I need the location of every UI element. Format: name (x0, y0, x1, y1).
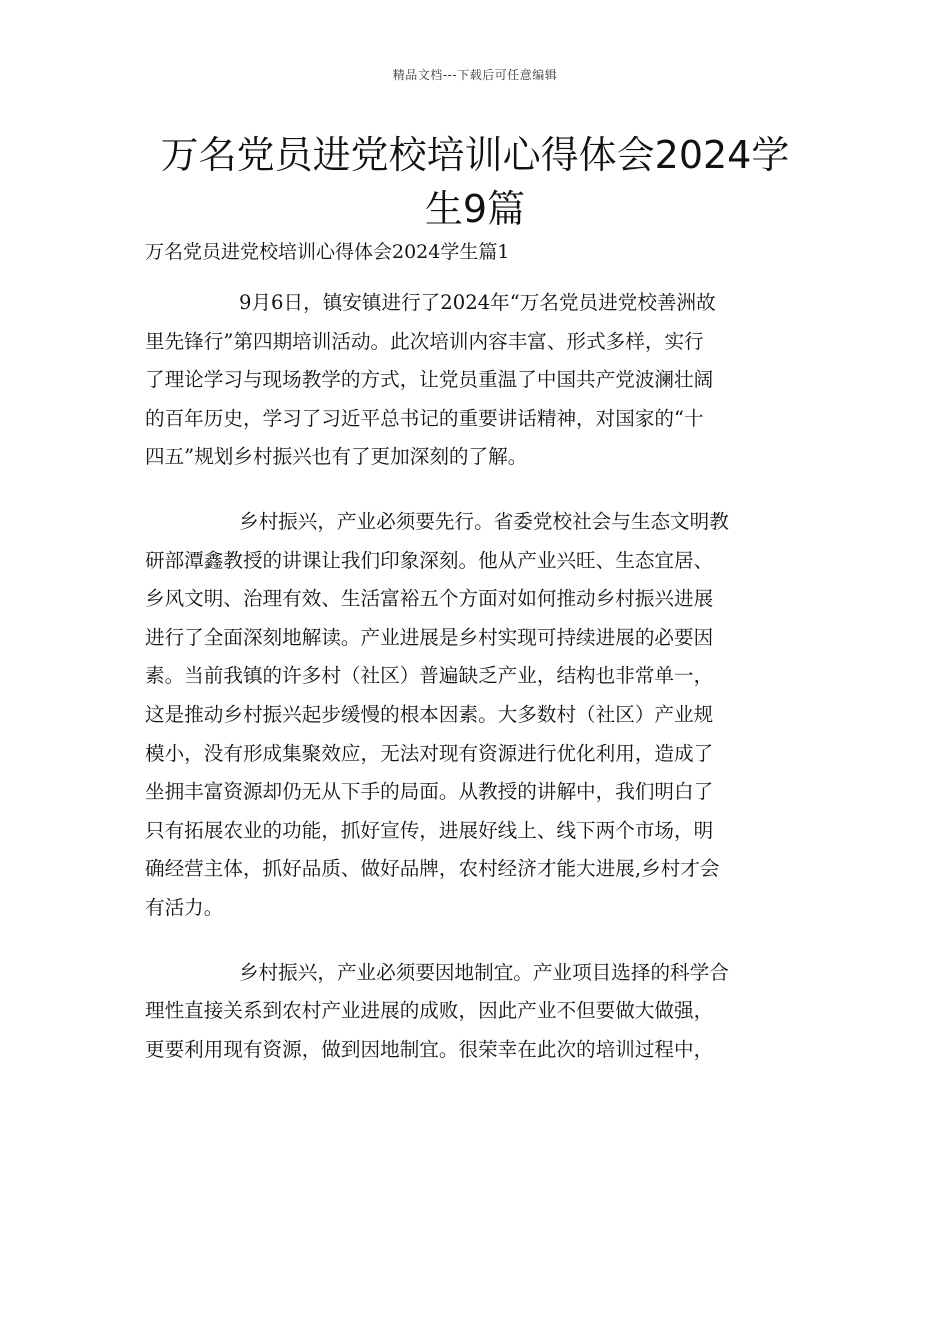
paragraph-line: 有活力。 (145, 895, 224, 919)
header-note: 精品文档---下载后可任意编辑 (392, 68, 558, 82)
paragraph-line: 只有拓展农业的功能，抓好宣传，进展好线上、线下两个市场，明 (145, 818, 714, 842)
title-line-1: 万名党员进党校培训心得体会2024学 (160, 133, 790, 177)
paragraph-line: 确经营主体，抓好品质、做好品牌，农村经济才能大进展,乡村才会 (145, 857, 720, 881)
paragraph-2 (145, 503, 805, 928)
paragraph-line: 模小，没有形成集聚效应，无法对现有资源进行优化利用，造成了 (145, 741, 714, 765)
paragraph-1 (145, 284, 805, 477)
paragraph-line: 乡风文明、治理有效、生活富裕五个方面对如何推动乡村振兴进展 (145, 587, 714, 611)
paragraph-line: 里先锋行”第四期培训活动。此次培训内容丰富、形式多样，实行 (145, 329, 704, 353)
paragraph-line: 坐拥丰富资源却仍无从下手的局面。从教授的讲解中，我们明白了 (145, 780, 714, 804)
paragraph-line: 理性直接关系到农村产业进展的成败，因此产业不但要做大做强， (145, 999, 714, 1023)
paragraph-line: 素。当前我镇的许多村（社区）普遍缺乏产业，结构也非常单一， (145, 664, 714, 688)
paragraph-line: 更要利用现有资源，做到因地制宜。很荣幸在此次的培训过程中， (145, 1037, 714, 1061)
document-title (130, 128, 820, 236)
paragraph-line: 进行了全面深刻地解读。产业进展是乡村实现可持续进展的必要因 (145, 625, 714, 649)
paragraph-3 (145, 954, 805, 1070)
document-body (145, 284, 805, 1095)
paragraph-line: 四五”规划乡村振兴也有了更加深刻的了解。 (145, 445, 528, 469)
paragraph-line: 9月6日，镇安镇进行了2024年“万名党员进党校善洲故 (239, 291, 716, 314)
paragraph-line: 的百年历史，学习了习近平总书记的重要讲话精神，对国家的“十 (145, 406, 704, 430)
paragraph-line: 乡村振兴，产业必须要先行。省委党校社会与生态文明教 (239, 509, 729, 533)
paragraph-line: 乡村振兴，产业必须要因地制宜。产业项目选择的科学合 (239, 960, 729, 984)
title-line-2: 生9篇 (424, 187, 526, 231)
section-heading: 万名党员进党校培训心得体会2024学生篇1 (145, 241, 510, 263)
paragraph-line: 了理论学习与现场教学的方式，让党员重温了中国共产党波澜壮阔 (145, 368, 714, 392)
paragraph-line: 研部潭鑫教授的讲课让我们印象深刻。他从产业兴旺、生态宜居、 (145, 548, 714, 572)
paragraph-line: 这是推动乡村振兴起步缓慢的根本因素。大多数村（社区）产业规 (145, 702, 714, 726)
